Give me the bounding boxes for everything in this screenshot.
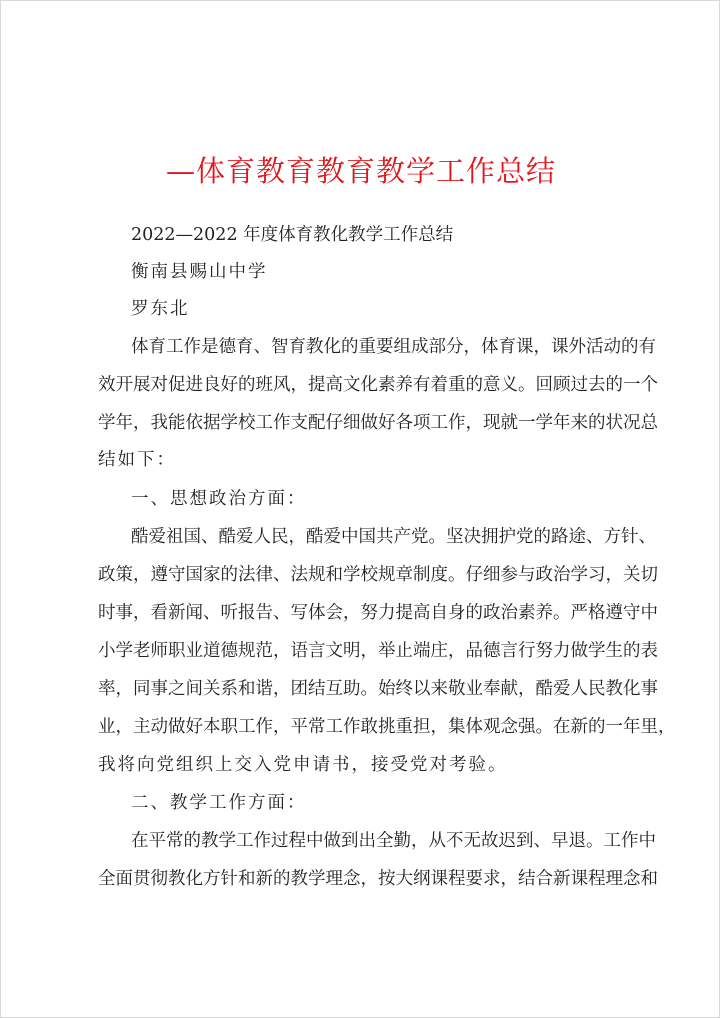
paragraph-line: 时事，看新闻、听报告、写体会，努力提高自身的政治素养。严格遵守中	[98, 603, 658, 623]
author-name: 罗东北	[131, 299, 190, 319]
subtitle-line: 2022—2022 年度体育教化教学工作总结	[131, 225, 454, 245]
section-heading: 二、教学工作方面：	[131, 793, 307, 813]
paragraph-line: 全面贯彻教化方针和新的教学理念，按大纲课程要求，结合新课程理念和	[98, 869, 658, 889]
paragraph-line: 我将向党组织上交入党申请书，接受党对考验。	[98, 755, 508, 775]
document-title: —体育教育教育教学工作总结	[165, 154, 556, 188]
paragraph-line: 结如下：	[98, 450, 176, 470]
paragraph-line: 效开展对促进良好的班风，提高文化素养有着重的意义。回顾过去的一个	[98, 375, 658, 395]
paragraph-line: 酷爱祖国、酷爱人民，酷爱中国共产党。坚决拥护党的路途、方针、	[131, 527, 656, 547]
paragraph-line: 体育工作是德育、智育教化的重要组成部分，体育课，课外活动的有	[131, 337, 656, 357]
school-name: 衡南县赐山中学	[131, 262, 268, 282]
section-heading: 一、思想政治方面：	[131, 489, 307, 509]
paragraph-line: 业，主动做好本职工作，平常工作敢挑重担，集体观念强。在新的一年里，	[98, 717, 676, 737]
paragraph-line: 在平常的教学工作过程中做到出全勤，从不无故迟到、早退。工作中	[131, 831, 656, 851]
paragraph-line: 小学老师职业道德规范，语言文明，举止端庄，品德言行努力做学生的表	[98, 641, 658, 661]
paragraph-line: 政策，遵守国家的法律、法规和学校规章制度。仔细参与政治学习，关切	[98, 565, 658, 585]
paragraph-line: 率，同事之间关系和谐，团结互助。始终以来敬业奉献，酷爱人民教化事	[98, 679, 658, 699]
paragraph-line: 学年，我能依据学校工作支配仔细做好各项工作，现就一学年来的状况总	[98, 413, 658, 433]
